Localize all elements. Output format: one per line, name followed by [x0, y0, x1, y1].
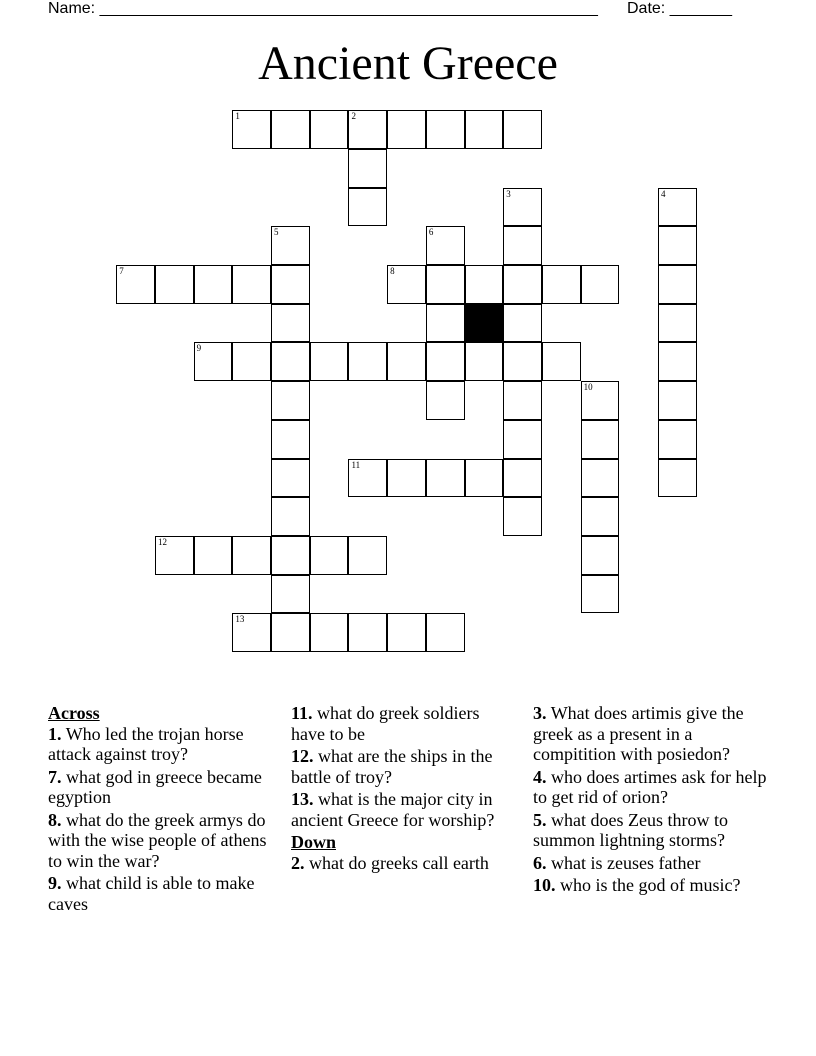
- grid-cell[interactable]: [542, 265, 581, 304]
- grid-cell[interactable]: [232, 265, 271, 304]
- grid-cell[interactable]: [503, 304, 542, 343]
- grid-cell[interactable]: [348, 149, 387, 188]
- grid-cell[interactable]: [310, 110, 349, 149]
- cell-number: 6: [428, 227, 434, 238]
- grid-cell[interactable]: [581, 420, 620, 459]
- grid-cell[interactable]: [155, 265, 194, 304]
- grid-cell[interactable]: [310, 342, 349, 381]
- cell-number: 9: [196, 343, 202, 354]
- grid-cell[interactable]: [581, 265, 620, 304]
- clue-across-9: 9. what child is able to make caves: [48, 873, 255, 914]
- grid-cell[interactable]: [542, 342, 581, 381]
- grid-cell[interactable]: [232, 342, 271, 381]
- grid-cell[interactable]: [271, 342, 310, 381]
- grid-cell[interactable]: [194, 536, 233, 575]
- cell-number: 2: [351, 111, 356, 122]
- grid-cell[interactable]: [155, 536, 194, 575]
- grid-cell[interactable]: [581, 575, 620, 614]
- grid-cell[interactable]: [387, 265, 426, 304]
- grid-cell[interactable]: [348, 110, 387, 149]
- grid-cell[interactable]: [426, 304, 465, 343]
- grid-cell[interactable]: [426, 381, 465, 420]
- grid-cell[interactable]: [465, 110, 504, 149]
- grid-cell[interactable]: [271, 575, 310, 614]
- grid-cell[interactable]: [232, 110, 271, 149]
- grid-cell[interactable]: [271, 613, 310, 652]
- grid-cell[interactable]: [232, 536, 271, 575]
- clues-column-2: [291, 703, 516, 875]
- cell-number: 1: [235, 111, 240, 122]
- grid-cell[interactable]: [503, 497, 542, 536]
- grid-cell[interactable]: [503, 420, 542, 459]
- grid-cell[interactable]: [271, 226, 310, 265]
- clue-down-3: 3. What does artimis give the greek as a present in a compitition with posiedon?: [533, 703, 744, 764]
- grid-cell[interactable]: [194, 342, 233, 381]
- grid-cell[interactable]: [348, 459, 387, 498]
- grid-cell[interactable]: [271, 420, 310, 459]
- grid-cell[interactable]: [310, 536, 349, 575]
- grid-cell[interactable]: [503, 459, 542, 498]
- grid-cell[interactable]: [426, 226, 465, 265]
- cell-number: 3: [506, 188, 511, 199]
- clue-across-8: 8. what do the greek armys do with the wise people of athens to win the war?: [48, 809, 267, 871]
- clue-down-10: 10. who is the god of music?: [533, 875, 741, 895]
- cell-number: 7: [119, 266, 124, 277]
- clues-column-3: [533, 703, 773, 898]
- across-heading: Across: [48, 703, 100, 723]
- grid-cell[interactable]: [503, 342, 542, 381]
- grid-cell[interactable]: [658, 342, 697, 381]
- cell-number: 12: [157, 536, 167, 547]
- clue-across-11: 11. what do greek soldiers have to be: [291, 703, 480, 744]
- clue-across-13: 13. what is the major city in ancient Greece for worship?: [291, 789, 495, 830]
- grid-cell[interactable]: [271, 265, 310, 304]
- grid-cell[interactable]: [658, 188, 697, 227]
- grid-cell[interactable]: [581, 497, 620, 536]
- grid-cell[interactable]: [232, 613, 271, 652]
- grid-cell[interactable]: [426, 459, 465, 498]
- grid-cell[interactable]: [658, 420, 697, 459]
- cell-number: 11: [351, 459, 361, 470]
- grid-cell[interactable]: [658, 265, 697, 304]
- clue-across-7: 7. what god in greece became egyption: [48, 766, 262, 807]
- grid-cell[interactable]: [271, 304, 310, 343]
- grid-cell[interactable]: [658, 226, 697, 265]
- page-title: Ancient Greece: [258, 37, 558, 90]
- grid-cell[interactable]: [581, 536, 620, 575]
- clue-down-4: 4. who does artimes ask for help to get rid of orion?: [533, 766, 767, 807]
- grid-cell[interactable]: [348, 613, 387, 652]
- grid-cell[interactable]: [387, 110, 426, 149]
- grid-cell[interactable]: [387, 459, 426, 498]
- clues-column-1: [48, 703, 280, 916]
- grid-cell[interactable]: [465, 459, 504, 498]
- grid-cell[interactable]: [387, 613, 426, 652]
- cell-number: 8: [390, 266, 395, 277]
- grid-cell[interactable]: [465, 342, 504, 381]
- grid-cell[interactable]: [503, 110, 542, 149]
- grid-cell[interactable]: [465, 265, 504, 304]
- clue-across-1: 1. Who led the trojan horse attack against troy?: [48, 723, 244, 764]
- cell-number: 4: [661, 188, 666, 199]
- clue-across-12: 12. what are the ships in the battle of troy?: [291, 746, 493, 787]
- cell-number: 13: [235, 614, 245, 625]
- grid-cell[interactable]: [503, 265, 542, 304]
- grid-cell[interactable]: [348, 342, 387, 381]
- grid-cell[interactable]: [271, 497, 310, 536]
- grid-cell[interactable]: [348, 188, 387, 227]
- cell-number: 5: [274, 227, 279, 238]
- grid-cell[interactable]: [426, 342, 465, 381]
- black-cell: [465, 304, 504, 343]
- grid-cell[interactable]: [271, 381, 310, 420]
- grid-cell[interactable]: [658, 381, 697, 420]
- grid-cell[interactable]: [271, 536, 310, 575]
- grid-cell[interactable]: [503, 226, 542, 265]
- grid-cell[interactable]: [271, 110, 310, 149]
- grid-cell[interactable]: [581, 381, 620, 420]
- grid-cell[interactable]: [116, 265, 155, 304]
- grid-cell[interactable]: [426, 110, 465, 149]
- grid-cell[interactable]: [271, 459, 310, 498]
- grid-cell[interactable]: [310, 613, 349, 652]
- grid-cell[interactable]: [658, 459, 697, 498]
- grid-cell[interactable]: [503, 381, 542, 420]
- clue-down-6: 6. what is zeuses father: [533, 852, 701, 873]
- grid-cell[interactable]: [503, 188, 542, 227]
- name-field[interactable]: Name: ________________________________________________________: [48, 0, 598, 17]
- down-heading: Down: [291, 832, 337, 852]
- clue-down-2: 2. what do greeks call earth: [291, 852, 489, 873]
- grid-cell[interactable]: [658, 304, 697, 343]
- grid-cell[interactable]: [426, 613, 465, 652]
- grid-cell[interactable]: [194, 265, 233, 304]
- grid-cell[interactable]: [581, 459, 620, 498]
- grid-cell[interactable]: [348, 536, 387, 575]
- clue-down-5: 5. what does Zeus throw to summon lightning storms?: [533, 809, 728, 850]
- date-field[interactable]: Date: _______: [627, 0, 732, 17]
- grid-cell[interactable]: [387, 342, 426, 381]
- cell-number: 10: [583, 382, 593, 393]
- grid-cell[interactable]: [426, 265, 465, 304]
